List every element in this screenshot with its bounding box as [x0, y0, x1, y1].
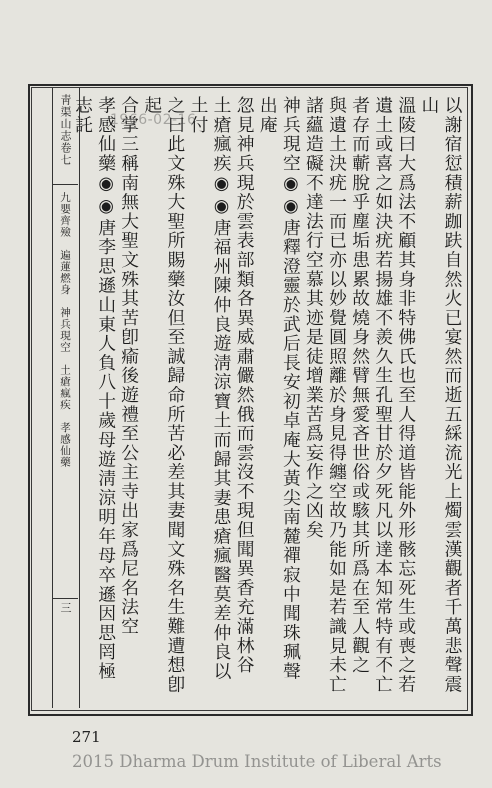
side-book-title: 靑渠山志卷七: [59, 94, 72, 166]
text-column: 忽見神兵現於雲表部類各異威肅儼然俄而雲沒不現但聞異香充滿林谷: [234, 96, 256, 675]
text-column: 諸蘊造礙不達法行空慕其迹是徒增業苦爲妄作之凶矣: [303, 96, 325, 540]
side-page-mark: 三: [59, 602, 72, 613]
date-watermark: 1966-02-16: [110, 112, 197, 128]
text-column: 合掌三稱南無大聖文殊其苦卽瘉後遊禮至公主寺出家爲尼名法空: [118, 96, 140, 637]
footer-credit-watermark: 2015 Dharma Drum Institute of Liberal Arts: [72, 752, 442, 771]
text-column: 土瘡瘋疾◉◉唐福州陳仲良遊淸涼寶土而歸其妻患瘡瘋醫莫差仲良以土付: [187, 96, 233, 682]
main-text-block: [72, 96, 464, 696]
text-column: 者存而蘄脫乎塵垢患累故燒身然臂無愛吝世俗或駭其所爲在至人觀之: [349, 96, 371, 675]
text-column: 神兵現空◉◉唐釋澄靈於武后長安初卓庵大黃尖南麓禪寂中聞珠珮聲出庵: [257, 96, 302, 682]
text-column: 與遺土決疣一而已亦以妙覺圓照離於身見得纏空故乃能如是若識見未亡: [326, 96, 348, 694]
text-column: 遺土或喜之如決疣若揚雄不羨久生孔聖甘於夕死凡以達本知常特有不亡: [372, 96, 394, 694]
page-number: 271: [72, 728, 101, 746]
side-section-index: 九嬰齊殮 遍蓮燃身 神兵現空 土瘡瘋疾 孝感仙藥: [59, 192, 71, 468]
text-column: 以謝宿愆積薪跏趺自然火已宴然而逝五綵流光上燭雲漢觀者千萬悲聲震山: [418, 96, 463, 694]
text-column: 之曰此文殊大聖所賜藥汝但至誠歸命所苦必差其妻聞文殊名生難遭想卽起: [141, 96, 186, 694]
text-column: 孝感仙藥◉◉唐李思遜山東人負八十歲母遊淸涼明年母卒遜因思罔極志託: [72, 96, 117, 682]
text-column: 溫陵曰大爲法不顧其身非特佛氏也至人得道皆能外形骸忘死生或喪之若: [395, 96, 417, 694]
